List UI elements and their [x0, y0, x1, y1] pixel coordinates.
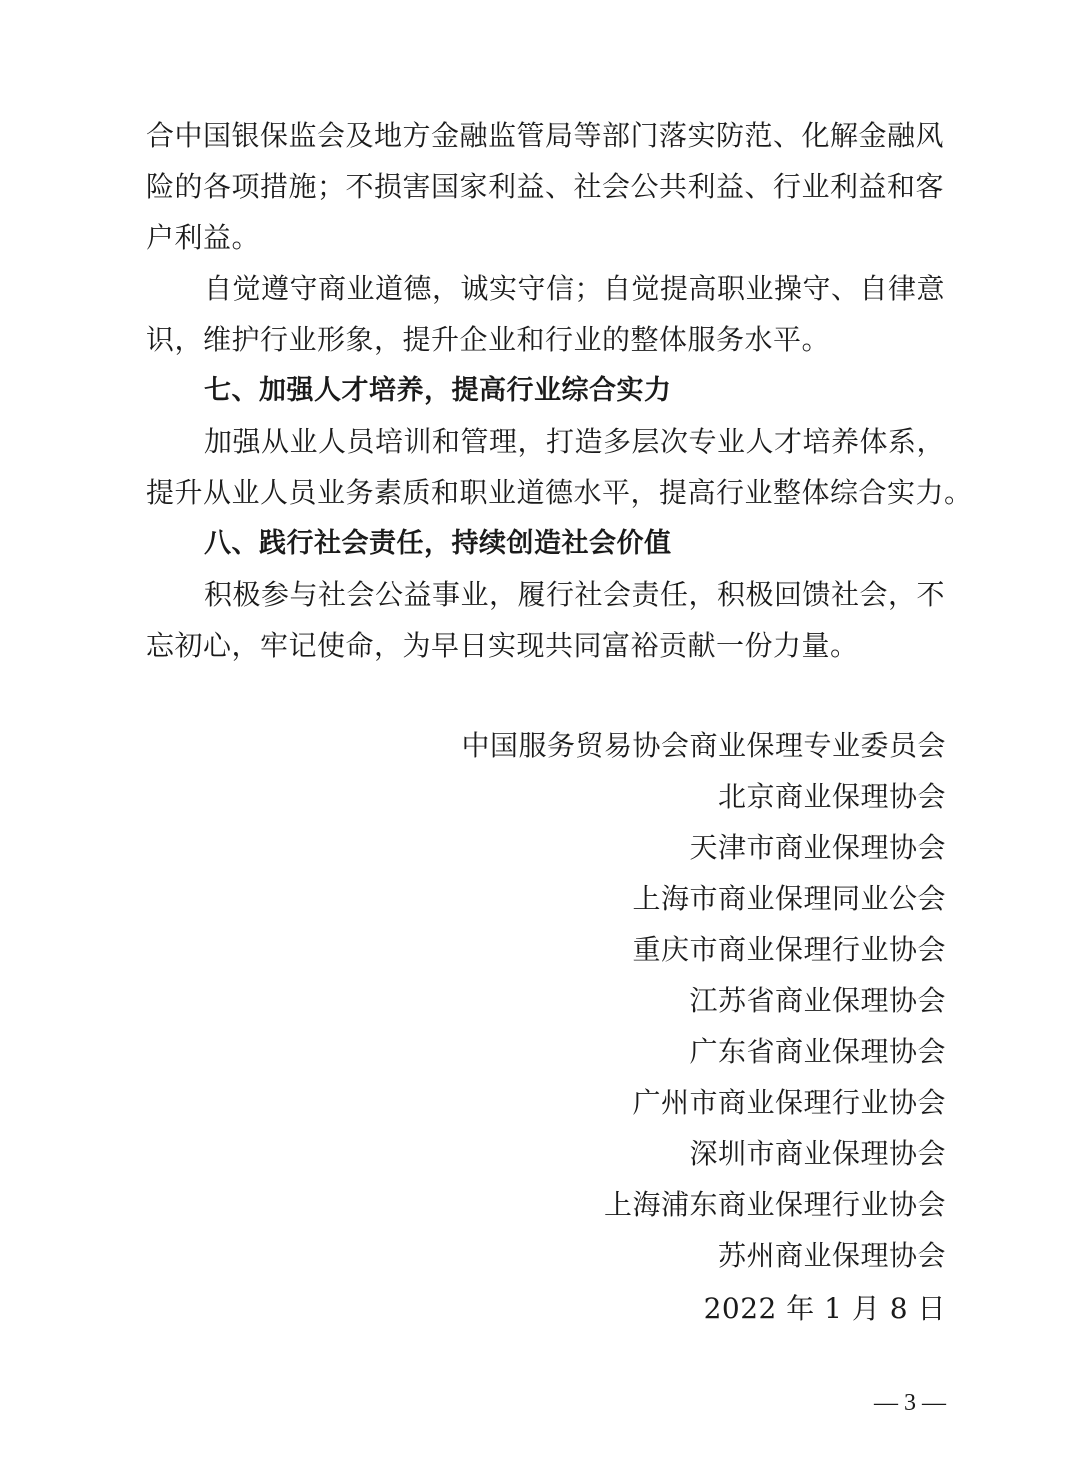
section-heading-7: 七、加强人才培养，提高行业综合实力	[204, 375, 672, 406]
body-line: 加强从业人员培训和管理，打造多层次专业人才培养体系，	[204, 425, 946, 458]
signatory: 广州市商业保理行业协会	[632, 1086, 946, 1119]
body-line: 险的各项措施；不损害国家利益、社会公共利益、行业利益和客	[146, 170, 945, 203]
body-line: 积极参与社会公益事业，履行社会责任，积极回馈社会，不	[204, 578, 946, 611]
body-line: 合中国银保监会及地方金融监管局等部门落实防范、化解金融风	[146, 119, 945, 152]
signatory: 重庆市商业保理行业协会	[632, 933, 946, 966]
signatory: 上海市商业保理同业公会	[632, 882, 946, 915]
signatory: 中国服务贸易协会商业保理专业委员会	[461, 729, 946, 762]
section-heading-8: 八、践行社会责任，持续创造社会价值	[204, 528, 672, 559]
signatory: 广东省商业保理协会	[689, 1035, 946, 1068]
signatory: 天津市商业保理协会	[689, 831, 946, 864]
signatory: 北京商业保理协会	[717, 780, 946, 813]
document-date: 2022 年 1 月 8 日	[703, 1292, 946, 1325]
signatory: 苏州商业保理协会	[717, 1239, 946, 1272]
page-number: — 3 —	[874, 1390, 946, 1416]
signatory: 江苏省商业保理协会	[689, 984, 946, 1017]
body-line: 识，维护行业形象，提升企业和行业的整体服务水平。	[146, 323, 831, 356]
body-line: 户利益。	[146, 221, 261, 254]
signatory-block	[461, 720, 946, 1334]
signatory: 上海浦东商业保理行业协会	[603, 1188, 946, 1221]
body-line: 提升从业人员业务素质和职业道德水平，提高行业整体综合实力。	[146, 476, 973, 509]
body-text	[146, 110, 973, 671]
body-line: 自觉遵守商业道德，诚实守信；自觉提高职业操守、自律意	[204, 272, 946, 305]
body-line: 忘初心，牢记使命，为早日实现共同富裕贡献一份力量。	[146, 629, 859, 662]
signatory: 深圳市商业保理协会	[689, 1137, 946, 1170]
